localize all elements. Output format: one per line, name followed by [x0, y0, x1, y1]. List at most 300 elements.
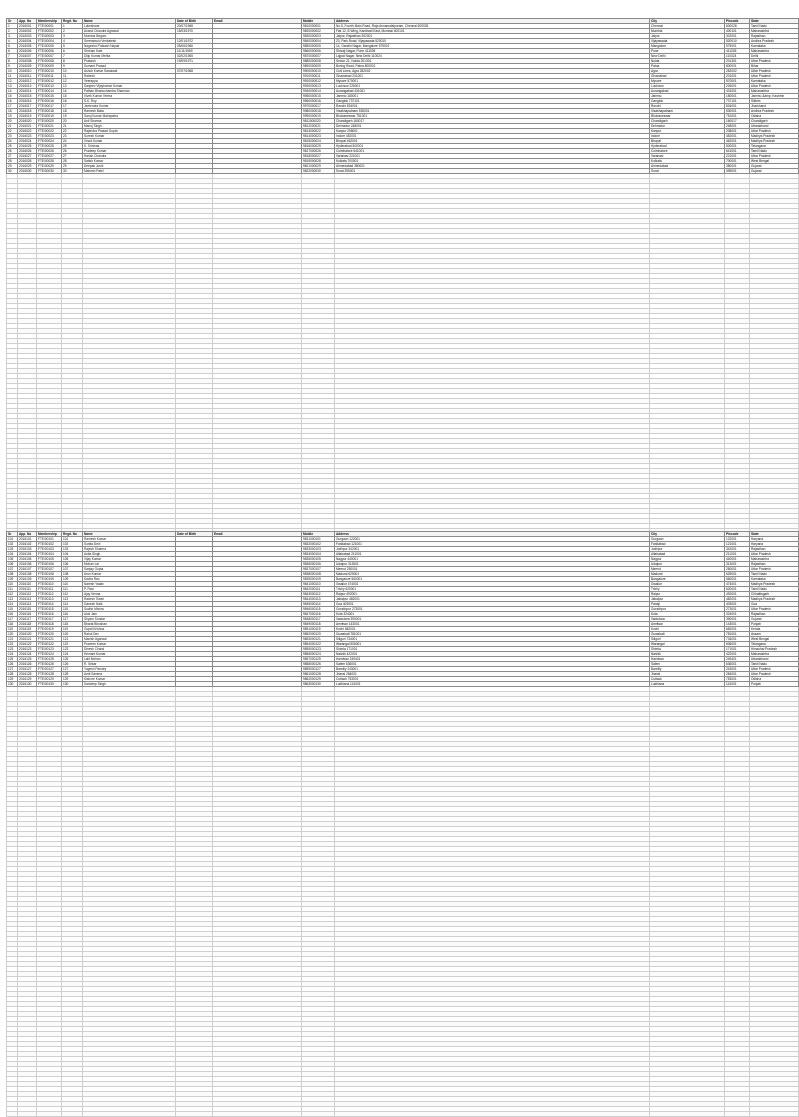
table-cell: FTE/00115 — [37, 607, 62, 612]
table-cell: 2016010 — [18, 69, 37, 74]
table-cell: 19/09/1971 — [176, 59, 213, 64]
table-cell: 2 — [62, 29, 83, 34]
table-cell: 25 — [62, 144, 83, 149]
table-cell: FTE/00108 — [37, 572, 62, 577]
table-cell: Maharashtra — [750, 89, 799, 94]
table-cell: 2016027 — [18, 154, 37, 159]
table-cell: 125 — [62, 657, 83, 662]
table-cell: 2016018 — [18, 109, 37, 114]
table-cell: FTE/00111 — [37, 587, 62, 592]
table-cell: Amit Saxena — [83, 672, 176, 677]
table-cell: Ramesh Babu — [83, 109, 176, 114]
table-cell: 115 — [7, 607, 18, 612]
table-cell: Panaji — [650, 602, 725, 607]
column-header: Pincode — [725, 19, 750, 24]
table-cell: 109 — [62, 577, 83, 582]
table-cell: 115 — [62, 607, 83, 612]
table-cell: Chandigarh 160017 — [335, 119, 650, 124]
table-cell: 9940000014 — [302, 89, 335, 94]
table-cell: Kavita Rao — [83, 577, 176, 582]
table-cell: Goa 403001 — [335, 602, 650, 607]
table-cell: Tamil Nadu — [750, 572, 799, 577]
table-cell: 2016013 — [18, 84, 37, 89]
table-cell: Uttar Pradesh — [750, 154, 799, 159]
table-cell: 9856000124 — [302, 652, 335, 657]
table-cell: 22 — [7, 129, 18, 134]
table-cell: 9 — [62, 64, 83, 69]
table-cell: 2016114 — [18, 602, 37, 607]
table-cell: FTE/00005 — [37, 44, 62, 49]
table-cell: 180001 — [725, 94, 750, 99]
table-cell: FTE/00127 — [37, 667, 62, 672]
table-cell: Kolkata 700001 — [335, 159, 650, 164]
table-cell: FTE/00016 — [37, 99, 62, 104]
table-cell: Shyam Sundar — [83, 617, 176, 622]
table-cell: Uttar Pradesh — [750, 667, 799, 672]
table-cell: 9861000128 — [302, 672, 335, 677]
table-cell: Ludhiana — [650, 682, 725, 687]
table-cell: Trichy 620001 — [335, 587, 650, 592]
table-cell: 4 — [7, 39, 18, 44]
table-cell: Maharashtra — [750, 49, 799, 54]
table-cell: Gorakhpur 273001 — [335, 607, 650, 612]
table-cell: Salem 636001 — [335, 662, 650, 667]
column-header: City — [650, 532, 725, 537]
table-cell: 10 — [7, 69, 18, 74]
table-cell: 9816000025 — [302, 144, 335, 149]
table-cell: Siliguri 734001 — [335, 637, 650, 642]
table-cell: 500001 — [725, 144, 750, 149]
table-cell: FTE/00012 — [37, 79, 62, 84]
table-cell: Kota 324001 — [335, 612, 650, 617]
table-cell: Mysore — [650, 79, 725, 84]
table-cell: Andhra Pradesh — [750, 109, 799, 114]
table-cell: FTE/00003 — [37, 34, 62, 39]
table-cell: 2016108 — [18, 572, 37, 577]
member-table-2 — [6, 531, 799, 1117]
table-cell: Gopal Krishna — [83, 627, 176, 632]
table-cell: 9821000029 — [302, 164, 335, 169]
table-cell: 25 — [7, 144, 18, 149]
table-cell: Jaipur, Rajasthan 302001 — [335, 34, 650, 39]
table-cell: Jammu — [650, 94, 725, 99]
column-header: Name — [83, 532, 176, 537]
table-cell: Alok Jain — [83, 612, 176, 617]
table-cell: 2016022 — [18, 129, 37, 134]
table-cell: 9838000108 — [302, 572, 335, 577]
table-cell: Rajasthan — [750, 547, 799, 552]
table-cell: 2016026 — [18, 149, 37, 154]
table-cell: 105 — [7, 557, 18, 562]
column-header: Date of Birth — [176, 532, 213, 537]
table-cell: 116 — [62, 612, 83, 617]
table-cell: FTE/00125 — [37, 657, 62, 662]
table-cell: 734001 — [725, 637, 750, 642]
table-cell: Hemant Kumar — [83, 652, 176, 657]
table-cell: 16 — [62, 99, 83, 104]
table-cell: FTE/00029 — [37, 164, 62, 169]
table-cell: 2016128 — [18, 672, 37, 677]
table-cell: 2016119 — [18, 627, 37, 632]
table-cell: Shimla 171001 — [335, 647, 650, 652]
table-cell: 243001 — [725, 667, 750, 672]
table-cell: 2016109 — [18, 577, 37, 582]
table-cell: 14 — [7, 89, 18, 94]
table-cell: Bhopal — [650, 139, 725, 144]
table-cell: Praveen Kumar — [83, 642, 176, 647]
table-cell: 9839000109 — [302, 577, 335, 582]
table-cell: 102 — [7, 542, 18, 547]
table-cell: 201001 — [725, 74, 750, 79]
table-cell: Gorakhpur — [650, 607, 725, 612]
table-cell: 121 — [62, 637, 83, 642]
table-cell: Siliguri — [650, 637, 725, 642]
table-cell: 127 — [62, 667, 83, 672]
table-cell: 2016104 — [18, 552, 37, 557]
table-cell: 2016125 — [18, 657, 37, 662]
table-cell: 620001 — [725, 587, 750, 592]
table-cell: Visakhapatnam — [650, 109, 725, 114]
column-header: Name — [83, 19, 176, 24]
table-cell: 249401 — [725, 657, 750, 662]
table-cell: 390001 — [725, 617, 750, 622]
table-cell: 104 — [62, 552, 83, 557]
table-cell: 2016121 — [18, 637, 37, 642]
table-cell: R. Sekar — [83, 662, 176, 667]
table-cell: 5 — [7, 44, 18, 49]
table-cell: 14, Gandhi Nagar, Mangalore 575001 — [335, 44, 650, 49]
table-cell: Lucknow 226001 — [335, 84, 650, 89]
table-cell: Gangtok — [650, 99, 725, 104]
table-cell: FTE/00018 — [37, 109, 62, 114]
table-cell: FTE/00011 — [37, 74, 62, 79]
table-cell: Odisha — [750, 677, 799, 682]
table-cell: 112 — [7, 592, 18, 597]
table-cell: 474001 — [725, 582, 750, 587]
table-cell: Vadodara 390001 — [335, 617, 650, 622]
table-cell: 143001 — [725, 622, 750, 627]
table-cell: 221001 — [725, 154, 750, 159]
table-cell: 129 — [62, 677, 83, 682]
table-cell: FTE/00112 — [37, 592, 62, 597]
table-cell — [37, 1112, 62, 1117]
table-cell: Ganesh Naik — [83, 602, 176, 607]
table-cell: Nagpur — [650, 557, 725, 562]
table-cell: 570001 — [725, 79, 750, 84]
table-cell: FTE/00124 — [37, 652, 62, 657]
table-cell: FTE/00105 — [37, 557, 62, 562]
table-cell: 9815000024 — [302, 139, 335, 144]
table-cell: 9854000122 — [302, 642, 335, 647]
column-header: Membership — [37, 532, 62, 537]
table-cell: 16 — [7, 99, 18, 104]
table-cell: Ajay Verma — [83, 592, 176, 597]
table-cell: 2016127 — [18, 667, 37, 672]
table-cell: 9880000008 — [302, 59, 335, 64]
table-cell: 28 — [62, 159, 83, 164]
table-cell: Punjab — [750, 682, 799, 687]
table-cell: 21 — [62, 124, 83, 129]
table-cell: 9852000120 — [302, 632, 335, 637]
table-cell: Warangal 506001 — [335, 642, 650, 647]
table-cell: Uttar Pradesh — [750, 84, 799, 89]
table-cell: FTE/00004 — [37, 39, 62, 44]
table-cell: Shivaji Nagar, Pune 411005 — [335, 49, 650, 54]
table-cell: 2016124 — [18, 652, 37, 657]
table-cell: Anand Chandra Agrawal — [83, 29, 176, 34]
table-cell: 10 — [62, 69, 83, 74]
table-cell: 9990000019 — [302, 114, 335, 119]
table-cell: 18 — [62, 109, 83, 114]
table-cell: FTE/00024 — [37, 139, 62, 144]
table-cell: 14 — [62, 89, 83, 94]
table-cell: 130 — [62, 682, 83, 687]
table-cell: 111 — [62, 587, 83, 592]
table-cell: 17 — [62, 104, 83, 109]
table-cell: FTE/00130 — [37, 682, 62, 687]
table-cell: Rajasthan — [750, 34, 799, 39]
table-cell: Pune — [650, 49, 725, 54]
table-cell: 9811000020 — [302, 119, 335, 124]
table-cell: Gurgaon 122001 — [335, 537, 650, 542]
table-cell: West Bengal — [750, 637, 799, 642]
table-cell: FTE/00023 — [37, 134, 62, 139]
column-header: Sr — [7, 532, 18, 537]
table-cell: 2016115 — [18, 607, 37, 612]
table-cell: Maharashtra — [750, 652, 799, 657]
table-cell: FTE/00116 — [37, 612, 62, 617]
column-header: Membership — [37, 19, 62, 24]
table-cell: Ghaziabad 201001 — [335, 74, 650, 79]
table-cell: Jeetendra Kumar — [83, 104, 176, 109]
table-cell: 2016112 — [18, 592, 37, 597]
table-cell: 560001 — [725, 577, 750, 582]
table-body-2 — [7, 537, 799, 1117]
table-cell: Uttar Pradesh — [750, 59, 799, 64]
table-cell: FTE/00009 — [37, 64, 62, 69]
table-cell: 110 — [62, 582, 83, 587]
table-cell: 29 — [7, 164, 18, 169]
table-cell: Mohan Lal — [83, 562, 176, 567]
table-cell: 12/01/1972 — [176, 39, 213, 44]
table-cell: 5 — [62, 44, 83, 49]
table-cell: Ahmedabad 380001 — [335, 164, 650, 169]
table-cell: Jaipur — [650, 34, 725, 39]
column-header: Pincode — [725, 532, 750, 537]
table-cell: Patna — [650, 64, 725, 69]
table-cell: Kanpur 208001 — [335, 129, 650, 134]
table-cell — [335, 1112, 650, 1117]
table-cell: 9859000127 — [302, 667, 335, 672]
table-cell: Satish Kumar — [83, 159, 176, 164]
table-cell: Bangalore 560001 — [335, 577, 650, 582]
table-cell: 118 — [62, 622, 83, 627]
table-cell: 18 — [7, 109, 18, 114]
table-cell: FTE/00129 — [37, 677, 62, 682]
table-cell: FTE/00118 — [37, 622, 62, 627]
table-cell: 13 — [7, 84, 18, 89]
table-cell: Gwalior — [650, 582, 725, 587]
table-cell: 492001 — [725, 592, 750, 597]
table-cell: Yogesh Pandey — [83, 667, 176, 672]
table-cell: Sumant Prasad — [83, 64, 176, 69]
table-cell: 27 — [7, 154, 18, 159]
table-cell — [176, 1112, 213, 1117]
table-cell: Jammu &amp; Kashmir — [750, 94, 799, 99]
table-cell: 8 — [62, 59, 83, 64]
table-cell: Kolkata — [650, 159, 725, 164]
table-cell: 23 — [62, 134, 83, 139]
column-header: State — [750, 532, 799, 537]
table-cell: 284001 — [725, 672, 750, 677]
table-cell: Saroj Kumar Mahapatra — [83, 114, 176, 119]
table-cell: 3 — [62, 34, 83, 39]
table-cell: Raipur 492001 — [335, 592, 650, 597]
table-cell: 226001 — [725, 84, 750, 89]
table-cell: Civil Lines, Agra 282002 — [335, 69, 650, 74]
table-cell: 9812000021 — [302, 124, 335, 129]
table-cell: 211001 — [725, 552, 750, 557]
table-cell: 13 — [62, 84, 83, 89]
table-cell: Punjab — [750, 622, 799, 627]
table-cell: Lokeshwar — [83, 24, 176, 29]
table-cell: 9814000023 — [302, 134, 335, 139]
table-cell: 440001 — [725, 557, 750, 562]
table-cell: Uttar Pradesh — [750, 567, 799, 572]
table-cell: Chhattisgarh — [750, 592, 799, 597]
table-cell: 208001 — [725, 129, 750, 134]
table-cell: 2016011 — [18, 74, 37, 79]
table-cell: 9844000113 — [302, 597, 335, 602]
table-cell: Gujarat — [750, 169, 799, 174]
table-cell: 625001 — [725, 572, 750, 577]
table-cell: 110 — [7, 582, 18, 587]
table-cell: Jabalpur — [650, 597, 725, 602]
table-cell: Manish Agarwal — [83, 637, 176, 642]
table-cell: Tamil Nadu — [750, 662, 799, 667]
table-cell: 411005 — [725, 49, 750, 54]
table-cell: FTE/00106 — [37, 562, 62, 567]
table-cell: 9848000117 — [302, 617, 335, 622]
table-cell: Sikkim — [750, 99, 799, 104]
table-cell — [302, 1112, 335, 1117]
table-cell: Bareilly 243001 — [335, 667, 650, 672]
table-cell: 2016015 — [18, 94, 37, 99]
table-cell: Uttar Pradesh — [750, 129, 799, 134]
table-cell: Bharat Bhushan — [83, 622, 176, 627]
table-cell: 2016123 — [18, 647, 37, 652]
table-cell: 2016118 — [18, 622, 37, 627]
table-cell: 160017 — [725, 119, 750, 124]
table-cell: 9900000010 — [302, 69, 335, 74]
table-cell: 6 — [7, 49, 18, 54]
table-cell: Kerala — [750, 627, 799, 632]
table-cell: 2016126 — [18, 662, 37, 667]
table-cell: Bhubaneswar — [650, 114, 725, 119]
table-cell: Odisha — [750, 114, 799, 119]
table-cell: 128 — [7, 672, 18, 677]
table-cell: FTE/00019 — [37, 114, 62, 119]
table-cell: Sudhir Mishra — [83, 607, 176, 612]
table-cell: Lucknow — [650, 84, 725, 89]
table-cell: Lajpat Nagar, New Delhi 110024 — [335, 54, 650, 59]
table-cell: Tamil Nadu — [750, 24, 799, 29]
table-cell: 9853000121 — [302, 637, 335, 642]
column-header: App. No — [18, 532, 37, 537]
table-cell: Karnataka — [750, 577, 799, 582]
table-cell: FTE/00120 — [37, 632, 62, 637]
table-row — [7, 1112, 799, 1117]
table-cell: 30 — [62, 169, 83, 174]
table-cell: Suresh Kumar — [83, 134, 176, 139]
table-cell: 834001 — [725, 104, 750, 109]
table-cell: Jabalpur 482001 — [335, 597, 650, 602]
table-cell: 2016101 — [18, 537, 37, 542]
table-cell: Nagpur 440001 — [335, 557, 650, 562]
table-cell: 9890000009 — [302, 64, 335, 69]
table-cell: 2016008 — [18, 59, 37, 64]
table-cell: 104 — [7, 552, 18, 557]
table-cell: 2016020 — [18, 119, 37, 124]
table-cell: FTE/00126 — [37, 662, 62, 667]
table-cell — [213, 1112, 302, 1117]
table-cell: 2016025 — [18, 144, 37, 149]
table-cell: Vinod Kumar — [83, 139, 176, 144]
table-cell: FTE/00021 — [37, 124, 62, 129]
table-cell: 9834000104 — [302, 552, 335, 557]
table-cell: FTE/00010 — [37, 69, 62, 74]
table-cell: FTE/00102 — [37, 542, 62, 547]
table-cell: 15 — [62, 94, 83, 99]
table-cell: 506001 — [725, 642, 750, 647]
table-cell: 9818000027 — [302, 154, 335, 159]
table-cell: 20 — [7, 119, 18, 124]
table-cell: 2016107 — [18, 567, 37, 572]
table-cell: 9863000130 — [302, 682, 335, 687]
table-cell: 9870000007 — [302, 54, 335, 59]
table-cell: FTE/00107 — [37, 567, 62, 572]
table-cell: 2016113 — [18, 597, 37, 602]
table-cell: FTE/00109 — [37, 577, 62, 582]
table-cell: Nagesha Prakash Nayak — [83, 44, 176, 49]
table-cell: 520010 — [725, 39, 750, 44]
table-cell: Uttar Pradesh — [750, 74, 799, 79]
table-cell: 20/07/1968 — [176, 24, 213, 29]
table-cell: Bareilly — [650, 667, 725, 672]
table-cell: Indore — [650, 134, 725, 139]
table-cell: 9980000018 — [302, 109, 335, 114]
table-cell: 8 — [7, 59, 18, 64]
table-cell: 126 — [7, 662, 18, 667]
table-cell: Karnataka — [750, 79, 799, 84]
table-cell: Coimbatore 641001 — [335, 149, 650, 154]
table-cell: 9851000119 — [302, 627, 335, 632]
table-cell: Kanpur — [650, 129, 725, 134]
table-cell: 9830000003 — [302, 34, 335, 39]
table-cell: FTE/00121 — [37, 637, 62, 642]
table-cell: Madhya Pradesh — [750, 139, 799, 144]
table-cell: 129 — [7, 677, 18, 682]
table-cell: 2016002 — [18, 29, 37, 34]
table-cell: 2016116 — [18, 612, 37, 617]
table-cell: West Bengal — [750, 159, 799, 164]
table-cell: FTE/00117 — [37, 617, 62, 622]
table-cell: FTE/00101 — [37, 537, 62, 542]
table-cell: 107 — [62, 567, 83, 572]
table-cell: 9950000015 — [302, 94, 335, 99]
table-cell: 7 — [62, 54, 83, 59]
table-cell: Pathan Bhanuchandra Shamrao — [83, 89, 176, 94]
